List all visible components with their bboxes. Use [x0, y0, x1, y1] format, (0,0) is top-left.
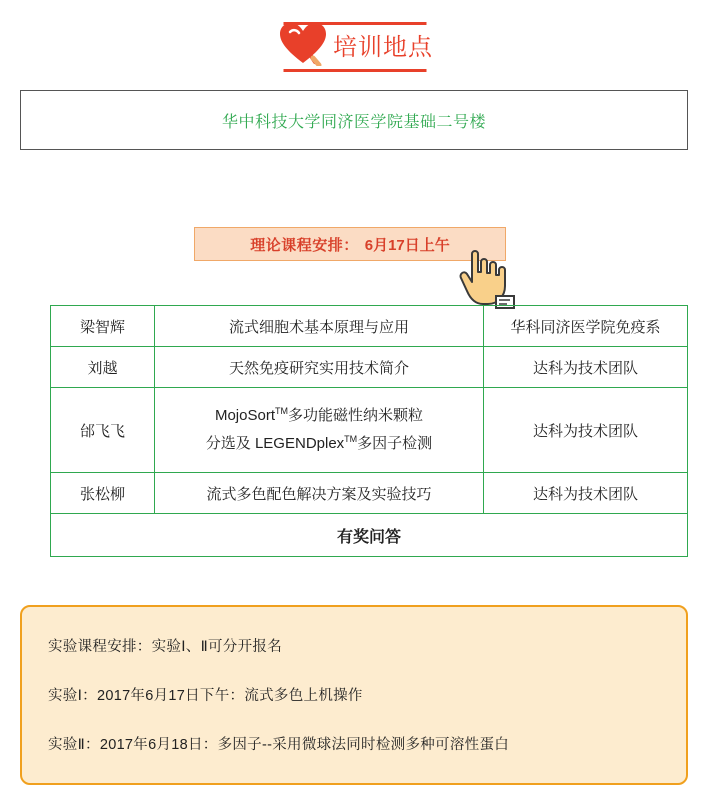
speaker-cell: 梁智辉 — [51, 306, 155, 347]
organization-cell: 达科为技术团队 — [484, 473, 688, 514]
venue-text: 华中科技大学同济医学院基础二号楼 — [221, 113, 486, 131]
topic-line-2-post: 多因子检测 — [357, 435, 433, 452]
table-row — [51, 473, 688, 514]
topic-line-1 — [159, 402, 479, 431]
topic-line-1-post: 多功能磁性纳米颗粒 — [288, 406, 424, 424]
page-title: 培训地点 — [333, 34, 433, 61]
note-line: 实验Ⅱ：2017年6月18日：多因子--采用微球法同时检测多种可溶性蛋白 — [48, 737, 510, 753]
organization-cell: 华科同济医学院免疫系 — [484, 306, 688, 347]
note-line: 实验课程安排：实验Ⅰ、Ⅱ可分开报名 — [48, 639, 283, 655]
heart-icon — [277, 20, 331, 66]
table-footer-row — [51, 514, 688, 557]
page-header — [0, 0, 710, 78]
table-row — [51, 388, 688, 473]
speaker-cell: 张松柳 — [51, 473, 155, 514]
pointing-hand-icon — [452, 248, 522, 310]
venue-box — [20, 90, 688, 150]
organization-cell: 达科为技术团队 — [484, 347, 688, 388]
schedule-table — [50, 305, 688, 557]
topic-line-2-pre: 分选及 LEGENDplex — [205, 435, 345, 452]
organization-cell: 达科为技术团队 — [484, 388, 688, 473]
topic-cell — [155, 388, 484, 473]
topic-cell: 流式细胞术基本原理与应用 — [155, 306, 484, 347]
table-row — [51, 347, 688, 388]
topic-cell: 流式多色配色解决方案及实验技巧 — [155, 473, 484, 514]
speaker-cell: 刘越 — [51, 347, 155, 388]
theory-schedule-label: 理论课程安排： — [250, 236, 359, 254]
lab-course-note-box — [20, 605, 688, 785]
header-bottom-rule — [284, 69, 427, 72]
topic-line-2-sup: TM — [344, 434, 358, 444]
note-line: 实验Ⅰ：2017年6月17日下午：流式多色上机操作 — [48, 688, 363, 704]
topic-line-2 — [159, 430, 479, 459]
topic-line-1-pre: MojoSort — [214, 406, 275, 424]
topic-line-1-sup: TM — [275, 405, 288, 416]
topic-cell: 天然免疫研究实用技术简介 — [155, 347, 484, 388]
speaker-cell: 邰飞飞 — [51, 388, 155, 473]
theory-schedule-date: 6月17日上午 — [364, 236, 450, 254]
quiz-cell: 有奖问答 — [51, 514, 688, 557]
table-row — [51, 306, 688, 347]
